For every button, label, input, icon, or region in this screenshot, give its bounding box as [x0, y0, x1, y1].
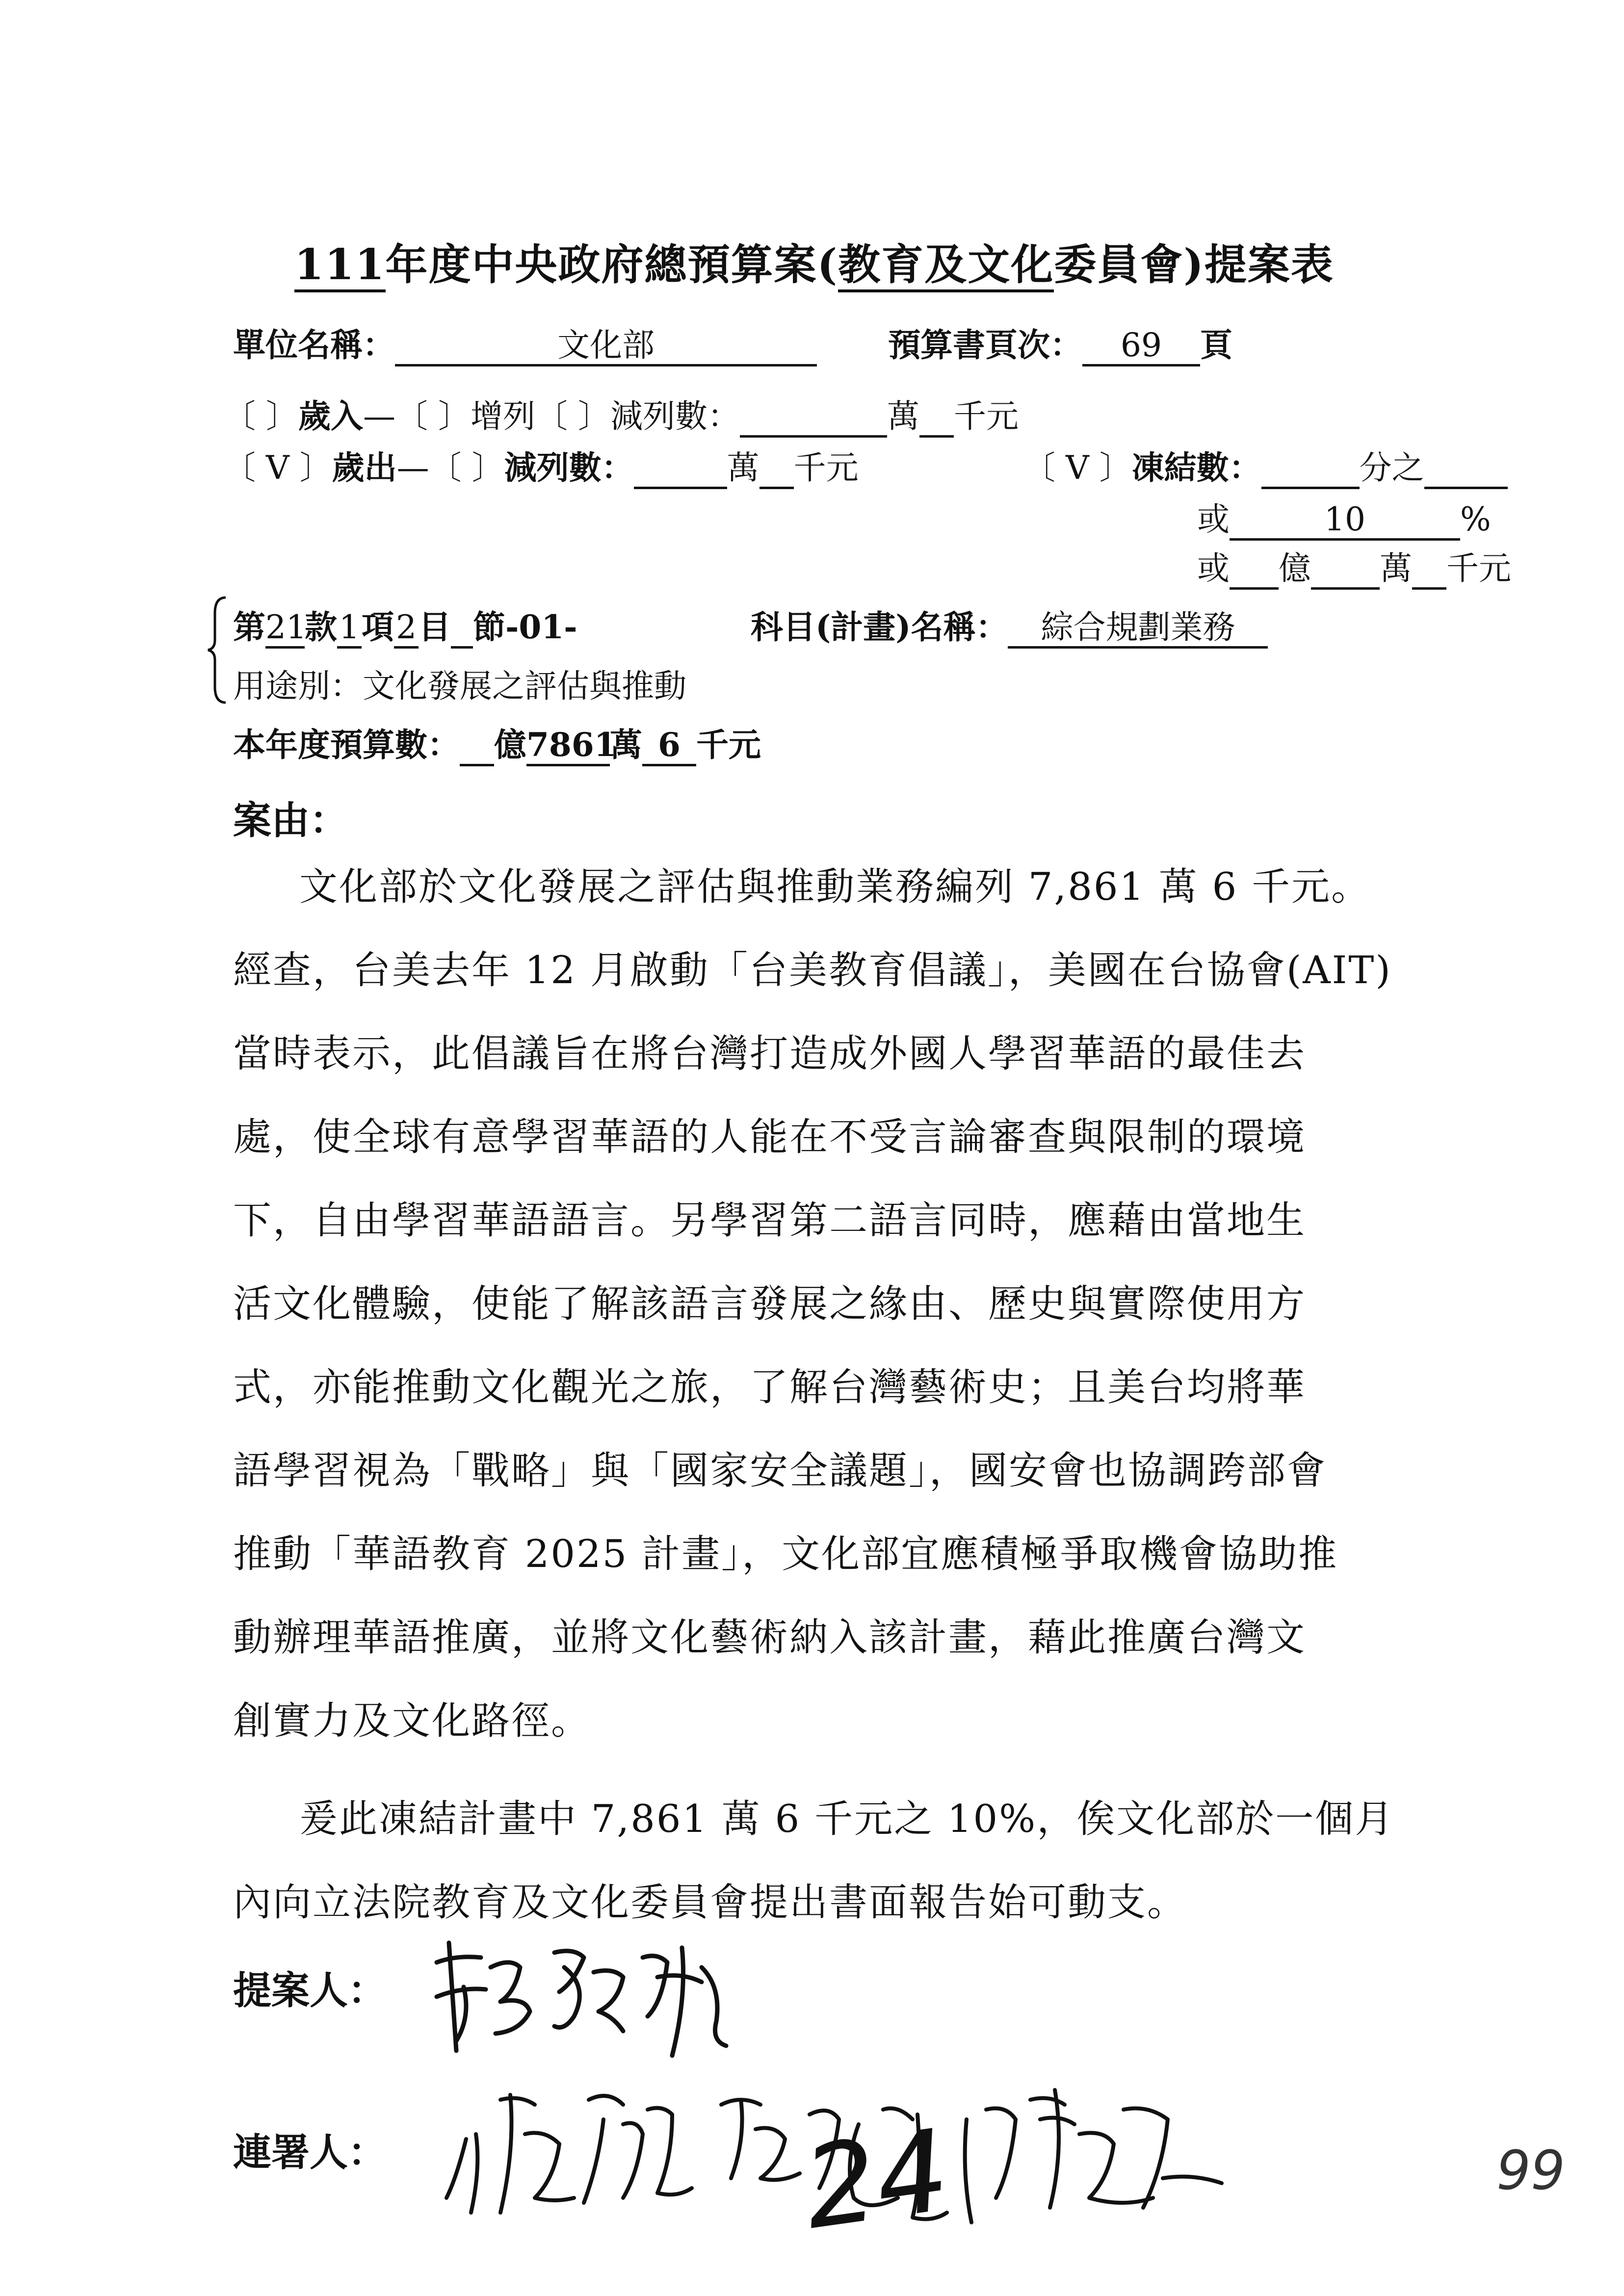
page-number: 99 — [1496, 2139, 1565, 2202]
title-committee: 教育及文化 — [838, 241, 1054, 292]
cosigner-label: 連署人： — [233, 2130, 387, 2175]
freeze-percent-row: 或 10 % — [1197, 493, 1491, 541]
reason-line: 活文化體驗，使能了解該語言發展之緣由、歷史與實際使用方 — [233, 1282, 1307, 1326]
budget-page-value: 69 — [1082, 327, 1200, 366]
reason-line: 創實力及文化路徑。 — [233, 1699, 591, 1743]
budget-row: 本年度預算數： 億7861萬 6 千元 — [233, 719, 761, 766]
reason-line: 動辦理華語推廣，並將文化藝術納入該計畫，藉此推廣台灣文 — [233, 1616, 1307, 1660]
usage-value: 文化發展之評估與推動 — [363, 667, 686, 705]
reason-line: 當時表示，此倡議旨在將台灣打造成外國人學習華語的最佳去 — [233, 1032, 1307, 1076]
reason-line: 經查，台美去年 12 月啟動「台美教育倡議」，美國在台協會(AIT) — [233, 948, 1392, 992]
revenue-checkbox: 〔 〕 — [223, 397, 298, 435]
subject-row: 科目(計畫)名稱： 綜合規劃業務 — [751, 601, 1268, 649]
title-year: 111 — [294, 241, 386, 292]
subject-value: 綜合規劃業務 — [1008, 609, 1268, 649]
freeze-checkbox: 〔 V 〕 — [1023, 449, 1132, 487]
budget-wan-value: 7861 — [526, 727, 610, 766]
freeze-amount-row: 或 億 萬 千元 — [1197, 542, 1511, 590]
reason-line: 語學習視為「戰略」與「國家安全議題」，國安會也協調跨部會 — [233, 1449, 1327, 1493]
revenue-row: 〔 〕歲入—〔 〕增列〔 〕減列數： 萬 千元 — [223, 390, 1019, 438]
proposer-signature — [427, 1928, 770, 2070]
unit-name-value: 文化部 — [395, 327, 817, 366]
expense-checkbox: 〔 V 〕 — [223, 449, 332, 487]
unit-row: 單位名稱： 文化部 — [233, 319, 817, 366]
freeze-percent-value: 10 — [1230, 501, 1460, 541]
reason-line: 處，使全球有意學習華語的人能在不受言論審查與限制的環境 — [233, 1115, 1307, 1159]
item-bracket — [206, 594, 231, 706]
reason-line: 推動「華語教育 2025 計畫」，文化部宜應積極爭取機會協助推 — [233, 1532, 1338, 1576]
handwritten-number: 24 — [796, 2105, 957, 2255]
freeze-row: 〔 V 〕凍結數： 分之 — [1023, 442, 1508, 489]
item-row: 第21款1項2目 節-01- — [233, 601, 577, 649]
expense-row: 〔 V 〕歲出—〔 〕減列數： 萬 千元 — [223, 442, 859, 489]
proposer-label: 提案人： — [233, 1968, 387, 2013]
page-ref-row: 預算書頁次： 69 頁 — [888, 319, 1232, 366]
page-title: 111年度中央政府總預算案(教育及文化委員會)提案表 — [294, 231, 1334, 292]
reason-line: 下，自由學習華語語言。另學習第二語言同時，應藉由當地生 — [233, 1199, 1307, 1243]
conclusion-line: 內向立法院教育及文化委員會提出書面報告始可動支。 — [233, 1880, 1187, 1925]
reason-line: 文化部於文化發展之評估與推動業務編列 7,861 萬 6 千元。 — [299, 865, 1371, 909]
usage-row: 用途別：文化發展之評估與推動 — [233, 667, 686, 705]
reason-heading: 案由： — [233, 798, 348, 843]
budget-qian-value: 6 — [642, 727, 696, 766]
reason-line: 式，亦能推動文化觀光之旅，了解台灣藝術史；且美台均將華 — [233, 1365, 1307, 1409]
conclusion-line: 爰此凍結計畫中 7,861 萬 6 千元之 10%，俟文化部於一個月 — [299, 1797, 1395, 1841]
